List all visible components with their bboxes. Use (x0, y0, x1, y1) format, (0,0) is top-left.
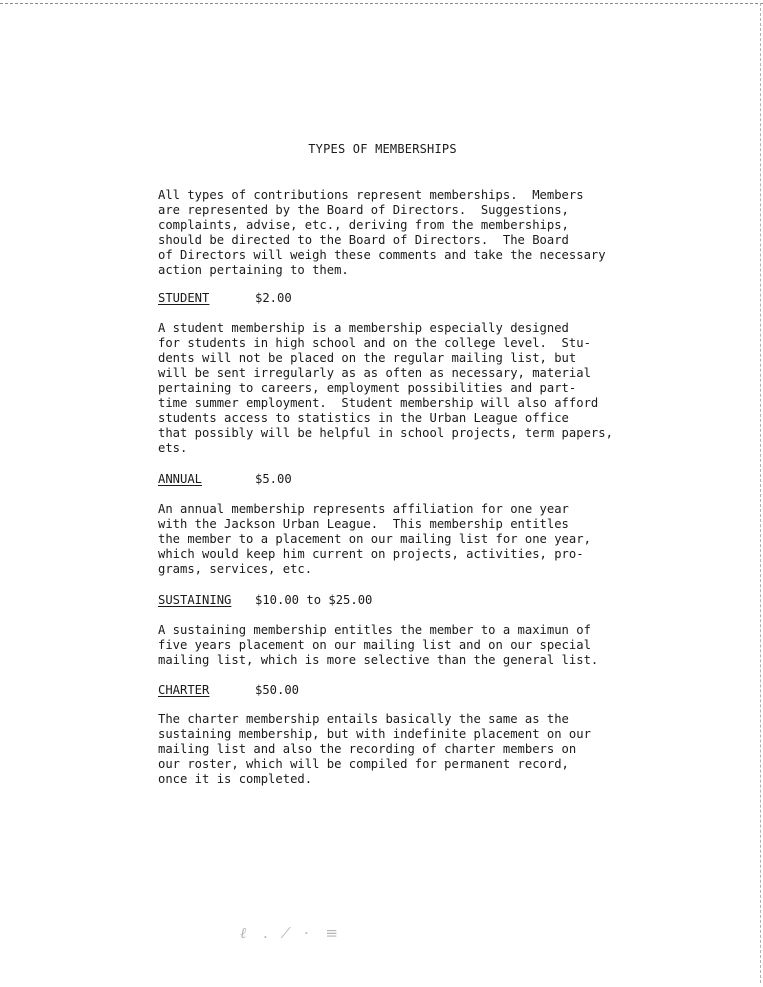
section-text-charter: The charter membership entails basically the same as the sustaining membership, but with indefinite placement on our mailing list and also the recording of charter members on our roster, which will be compiled for permanent record, once it is completed. (158, 712, 591, 786)
section-label: CHARTER (158, 683, 210, 697)
section-label: ANNUAL (158, 472, 203, 486)
section-heading-charter (158, 683, 300, 698)
section-text-annual: An annual membership represents affiliation for one year with the Jackson Urban League. This membership entitles the member to a placement on our mailing list for one year, which would keep him current on projects, activities, pro- grams, services, etc. (158, 502, 591, 576)
section-text-student: A student membership is a membership especially designed for students in high school and on the college level. Stu- dents will not be placed on the regular mailing list, but will be sent irregularly as as often as necessary, material pertaining to careers, employment possibilities and part- time summer employment. Student membership will also afford students access to statistics in the Urban League office that possibly will be helpful in school projects, term papers, ets. (158, 321, 613, 455)
section-price: $5.00 (255, 472, 292, 486)
section-price: $50.00 (255, 683, 300, 697)
section-price: $10.00 to $25.00 (255, 593, 373, 607)
section-heading-sustaining (158, 593, 373, 608)
intro-paragraph: All types of contributions represent memberships. Members are represented by the Board of Directors. Suggestions, complaints, advise, etc., deriving from the memberships, should be directed to the Board of Directors. The Board of Directors will weigh these comments and take the necessary action pertaining to them. (158, 188, 606, 277)
section-text-sustaining: A sustaining membership entitles the member to a maximun of five years placement on our mailing list and on our special mailing list, which is more selective than the general list. (158, 623, 599, 667)
section-price: $2.00 (255, 291, 292, 305)
page-title: TYPES OF MEMBERSHIPS (308, 142, 457, 156)
section-label: STUDENT (158, 291, 210, 305)
page-top-border (0, 3, 763, 4)
section-label: SUSTAINING (158, 593, 232, 607)
section-heading-annual (158, 472, 292, 487)
section-heading-student (158, 291, 292, 306)
faint-handwritten-mark: ℓ . ⁄ · ≡ (240, 924, 344, 942)
